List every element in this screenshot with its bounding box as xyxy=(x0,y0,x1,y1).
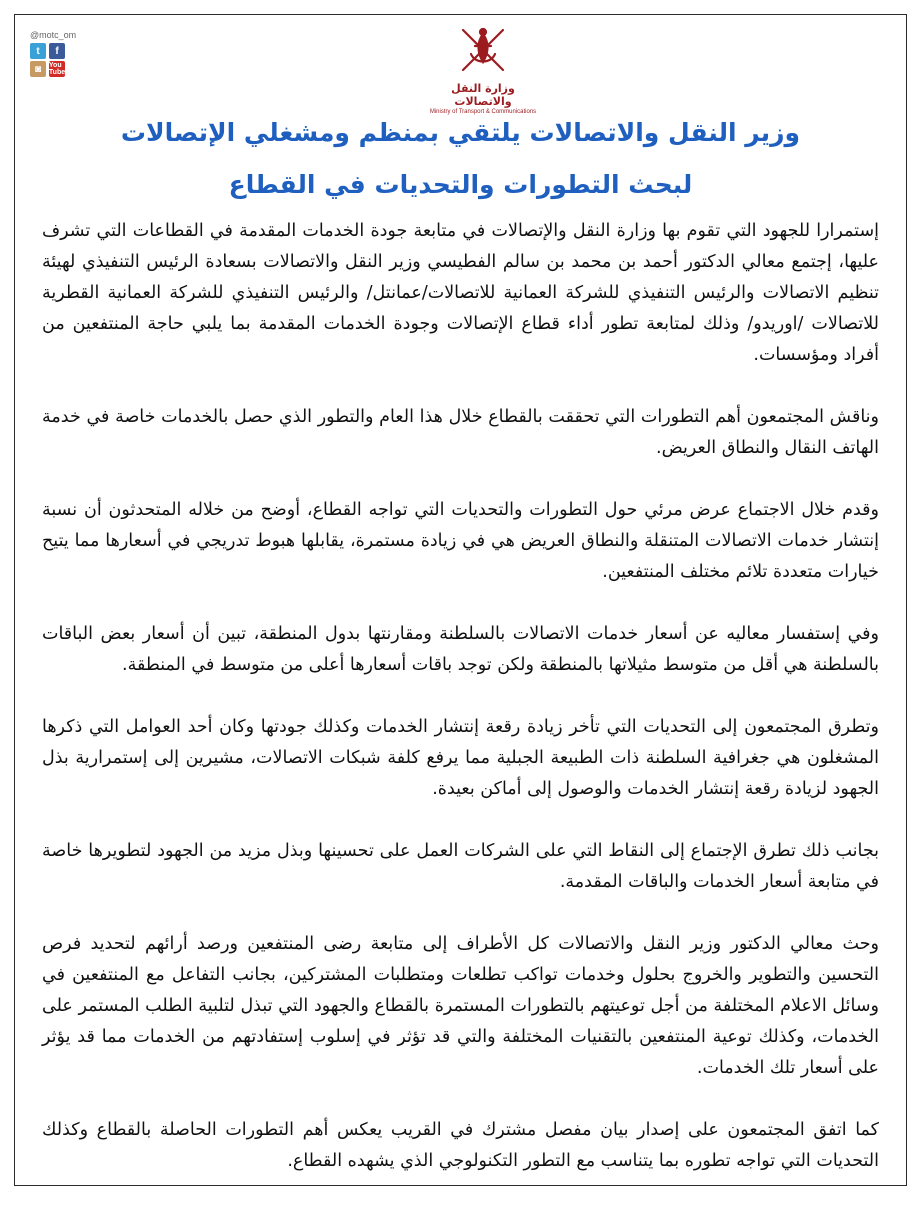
social-links xyxy=(30,30,90,77)
logo-name-english: Ministry of Transport & Communications xyxy=(429,109,537,115)
khanjar-emblem-icon xyxy=(453,24,513,76)
youtube-icon[interactable]: You Tube xyxy=(48,62,66,76)
paragraph: إستمرارا للجهود التي تقوم بها وزارة النقل والإتصالات في متابعة جودة الخدمات المقدمة في القطاعات التي تشرف عليها، إجتمع معالي الدكتور أحمد بن محمد بن سالم الفطيسي وزير النقل والاتصالات بسعادة الرئيس التنفيذي لهيئة تنظيم الاتصالات والرئيس التنفيذي للشركة العمانية للاتصالات/عمانتل/ والرئيس التنفيذي للشركة العمانية القطرية للاتصالات /اوريدو/ وذلك لمتابعة تطور أداء قطاع الإتصالات وجودة الخدمات المقدمة بما يلبي حاجة المنتفعين من أفراد ومؤسسات. xyxy=(42,221,879,365)
social-handle: @motc_om xyxy=(30,30,77,40)
headline-line-1: وزير النقل والاتصالات يلتقي بمنظم ومشغلي الإتصالات xyxy=(120,118,801,147)
paragraph: وفي إستفسار معاليه عن أسعار خدمات الاتصالات بالسلطنة ومقارنتها بدول المنطقة، تبين أن أسعار بعض الباقات بالسلطنة هي أقل من متوسط مثيلاتها بالمنطقة ولكن توجد باقات أسعارها أعلى من متوسط في المنطقة. xyxy=(42,624,879,675)
ministry-logo xyxy=(428,24,538,115)
paragraph: وقدم خلال الاجتماع عرض مرئي حول التطورات والتحديات التي تواجه القطاع، أوضح من خلاله المتحدثون أن نسبة إنتشار خدمات الاتصالات المتنقلة والنطاق العريض هي في زيادة مستمرة، يقابلها هبوط تدريجي في أسعارها مما يتيح خيارات متعددة تلائم مختلف المنتفعين. xyxy=(42,500,879,582)
twitter-icon[interactable]: t xyxy=(30,43,46,59)
headline-line-2: لبحث التطورات والتحديات في القطاع xyxy=(228,170,693,199)
article-body xyxy=(42,216,879,1208)
logo-name-arabic: وزارة النقل والاتصالات xyxy=(451,82,515,108)
paragraph: وحث معالي الدكتور وزير النقل والاتصالات كل الأطراف إلى متابعة رضى المنتفعين ورصد أرائهم لتحديد فرص التحسين والتطوير والخروج بحلول وخدمات تواكب تطلعات ومتطلبات المشتركين، بجانب التفاعل مع المنتفعين في وسائل الاعلام المختلفة من أجل توعيتهم بالتطورات المستمرة بالقطاع والجهود التي تبذل لتلبية الطلب المستمر على الخدمات، وكذلك توعية المنتفعين بالتقنيات المختلفة والتي قد تؤثر في إسلوب إستفادتهم من الخدمات مما قد يؤثر على أسعار تلك الخدمات. xyxy=(42,934,879,1078)
facebook-icon[interactable]: f xyxy=(49,43,65,59)
paragraph: وتطرق المجتمعون إلى التحديات التي تأخر زيادة رقعة إنتشار الخدمات وكذلك جودتها وكان أحد العوامل التي ذكرها المشغلون هي جغرافية السلطنة ذات الطبيعة الجبلية مما يرفع كلفة شبكات الاتصالات، مشيرين إلى إستمرارية بذل الجهود لزيادة رقعة إنتشار الخدمات والوصول إلى أماكن بعيدة. xyxy=(42,717,879,799)
paragraph: وناقش المجتمعون أهم التطورات التي تحققت بالقطاع خلال هذا العام والتطور الذي حصل بالخدمات خاصة في خدمة الهاتف النقال والنطاق العريض. xyxy=(42,407,879,458)
instagram-icon[interactable]: ◙ xyxy=(30,61,46,77)
paragraph: كما اتفق المجتمعون على إصدار بيان مفصل مشترك في القريب يعكس أهم التطورات الحاصلة بالقطاع وكذلك التحديات التي تواجه تطوره بما يتناسب مع التطور التكنولوجي الذي يشهده القطاع. xyxy=(42,1120,879,1171)
paragraph: بجانب ذلك تطرق الإجتماع إلى النقاط التي على الشركات العمل على تحسينها وبذل مزيد من الجهود لتطويرها خاصة في متابعة أسعار الخدمات والباقات المقدمة. xyxy=(42,841,879,892)
